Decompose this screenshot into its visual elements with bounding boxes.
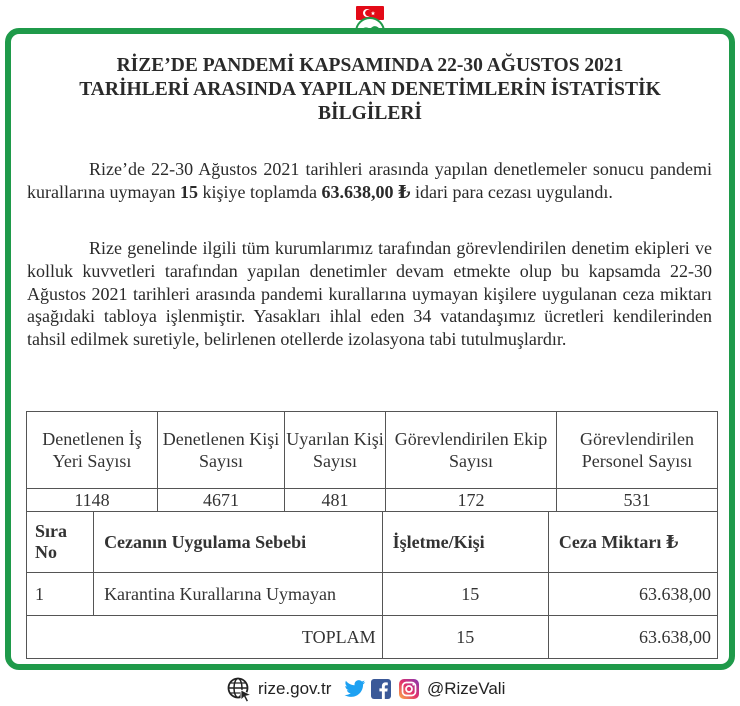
header-assigned-personnel: Görevlendirilen Personel Sayısı <box>557 412 718 489</box>
value-inspected-people: 4671 <box>158 489 285 512</box>
value-assigned-personnel: 531 <box>557 489 718 512</box>
header-inspected-workplaces: Denetlenen İş Yeri Sayısı <box>27 412 158 489</box>
twitter-link[interactable] <box>344 676 366 702</box>
value-warned-people: 481 <box>285 489 386 512</box>
row-amount: 63.638,00 <box>548 573 717 616</box>
value-inspected-workplaces: 1148 <box>27 489 158 512</box>
details-paragraph: Rize genelinde ilgili tüm kurumlarımız tarafından görevlendirilen denetim ekipleri ve kolluk kuvvetleri tarafından yapılan denetimler devam etmekte olup bu kapsamda 22-30 Ağustos 2021 tarihleri arasında pandemi kurallarına uymayan kişilere uygulanan ceza miktarı aşağıdaki tabloya işlenmiştir. Yasakları ihlal eden 34 vatandaşımız ücretleri kendilerinden tahsil edilmek suretiyle, belirlenen otellerde izolasyona tabi tutulmuşlardır. <box>27 238 712 350</box>
website-link[interactable] <box>226 676 331 702</box>
title-line-2: TARİHLERİ ARASINDA YAPILAN DENETİMLERİN İSTATİSTİK <box>79 79 661 100</box>
header-assigned-teams: Görevlendirilen Ekip Sayısı <box>386 412 557 489</box>
title-line-1: RİZE’DE PANDEMİ KAPSAMINDA 22-30 AĞUSTOS 2021 <box>116 55 624 76</box>
total-label: TOPLAM <box>27 616 383 659</box>
row-reason: Karantina Kurallarına Uymayan <box>94 573 383 616</box>
penalty-table <box>26 511 718 659</box>
header-reason: Cezanın Uygulama Sebebi <box>94 512 383 573</box>
website-text: rize.gov.tr <box>258 679 332 698</box>
total-row <box>27 616 718 659</box>
twitter-icon <box>344 679 366 699</box>
instagram-link[interactable] <box>399 676 419 702</box>
table-row <box>27 573 718 616</box>
header-fine-amount: Ceza Miktarı ₺ <box>548 512 717 573</box>
globe-cursor-icon <box>226 676 252 702</box>
value-assigned-teams: 172 <box>386 489 557 512</box>
content-frame <box>5 28 735 670</box>
page-title <box>11 54 729 126</box>
footer <box>0 676 740 702</box>
total-fine-amount: 63.638,00 ₺ <box>321 181 411 202</box>
instagram-icon <box>399 679 419 699</box>
total-count: 15 <box>382 616 548 659</box>
total-amount: 63.638,00 <box>548 616 717 659</box>
summary-paragraph: Rize’de 22-30 Ağustos 2021 tarihleri arasında yapılan denetlemeler sonucu pandemi kurallarına uymayan 15 kişiye toplamda 63.638,00 ₺ idari para cezası uygulandı. <box>27 159 712 202</box>
violator-count: 15 <box>179 181 198 202</box>
title-line-3: BİLGİLERİ <box>317 103 423 124</box>
social-handle[interactable]: @RizeVali <box>427 679 506 698</box>
facebook-link[interactable] <box>371 676 391 702</box>
facebook-icon <box>371 679 391 699</box>
row-number: 1 <box>27 573 94 616</box>
row-count: 15 <box>382 573 548 616</box>
inspection-stats-table <box>26 411 718 512</box>
header-warned-people: Uyarılan Kişi Sayısı <box>285 412 386 489</box>
header-inspected-people: Denetlenen Kişi Sayısı <box>158 412 285 489</box>
header-business-person: İşletme/Kişi <box>382 512 548 573</box>
header-row-number: Sıra No <box>27 512 94 573</box>
